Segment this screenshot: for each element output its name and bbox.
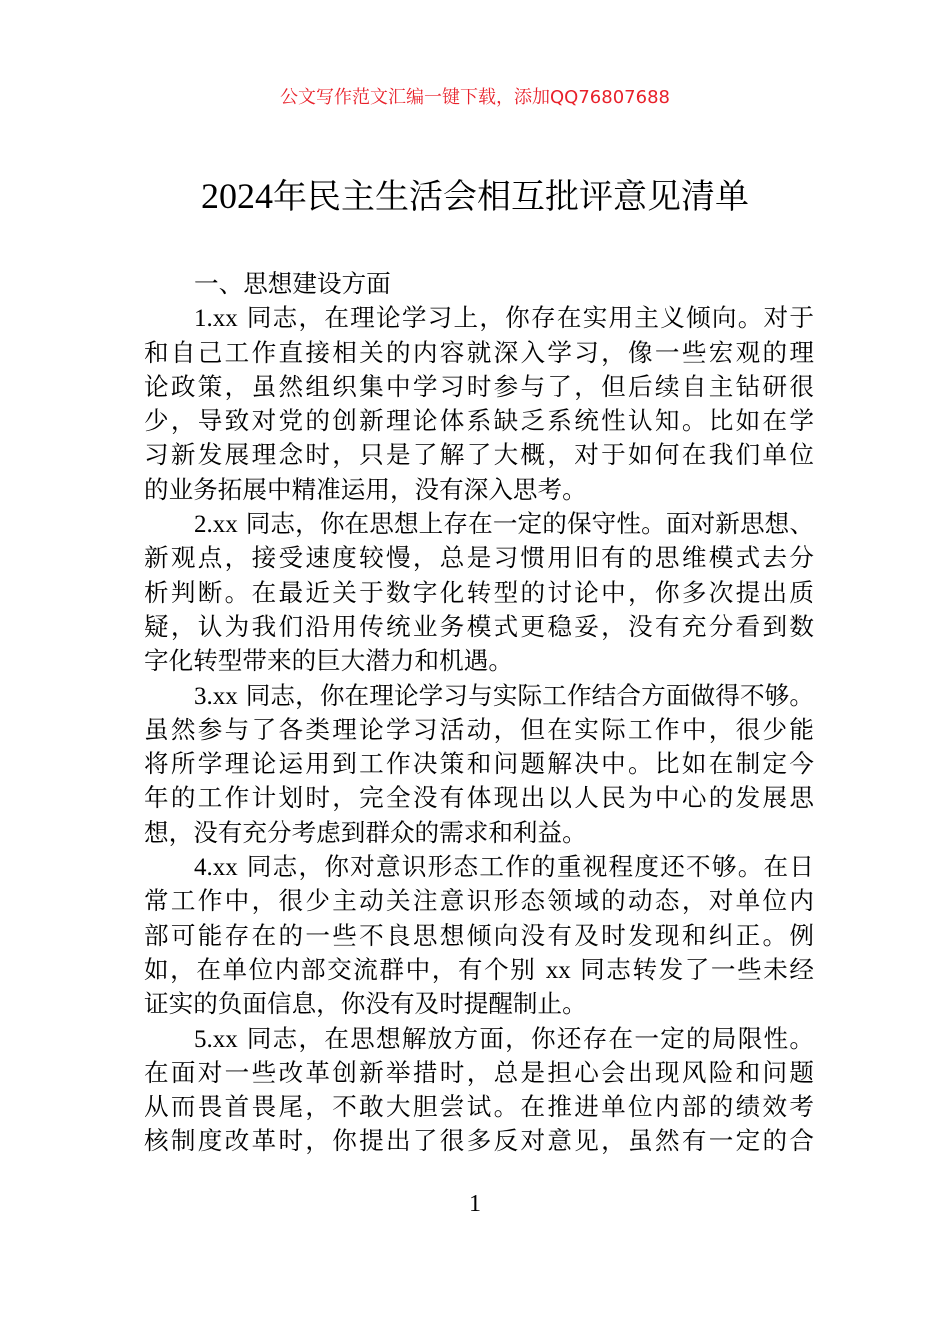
paragraph-4-line-3: 部可能存在的一些不良思想倾向没有及时发现和纠正。例: [144, 920, 814, 950]
section-heading: 一、思想建设方面: [194, 269, 391, 298]
paragraph-3-line-2: 虽然参与了各类理论学习活动，但在实际工作中，很少能: [144, 714, 814, 744]
paragraph-2-line-1: 2.xx 同志，你在思想上存在一定的保守性。面对新思想、: [194, 509, 814, 539]
paragraph-2-line-4: 疑，认为我们沿用传统业务模式更稳妥，没有充分看到数: [144, 611, 814, 641]
paragraph-1-line-2: 和自己工作直接相关的内容就深入学习，像一些宏观的理: [144, 337, 814, 367]
paragraph-4-line-5: 证实的负面信息，你没有及时提醒制止。: [144, 989, 587, 1019]
paragraph-5-line-1: 5.xx 同志，在思想解放方面，你还存在一定的局限性。: [194, 1023, 814, 1053]
paragraph-1-line-5: 习新发展理念时，只是了解了大概，对于如何在我们单位: [144, 440, 814, 470]
paragraph-4-line-2: 常工作中，很少主动关注意识形态领域的动态，对单位内: [144, 886, 814, 916]
paragraph-1-line-6: 的业务拓展中精准运用，没有深入思考。: [144, 474, 587, 504]
paragraph-4-line-4: 如，在单位内部交流群中，有个别 xx 同志转发了一些未经: [144, 954, 814, 984]
paragraph-3-line-1: 3.xx 同志，你在理论学习与实际工作结合方面做得不够。: [194, 680, 814, 710]
paragraph-2-number: 2.xx: [194, 511, 238, 539]
promo-banner: 公文写作范文汇编一键下载，添加QQ76807688: [280, 87, 670, 108]
title-year: 2024: [201, 176, 273, 216]
paragraph-2-line-2: 新观点，接受速度较慢，总是习惯用旧有的思维模式去分: [144, 543, 814, 573]
paragraph-1-line-4: 少，导致对党的创新理论体系缺乏系统性认知。比如在学: [144, 406, 814, 436]
page-number: 1: [469, 1191, 481, 1217]
paragraph-1-line-3: 论政策，虽然组织集中学习时参与了，但后续自主钻研很: [144, 371, 814, 401]
paragraph-3-line-3: 将所学理论运用到工作决策和问题解决中。比如在制定今: [144, 749, 814, 779]
title-text: 年民主生活会相互批评意见清单: [273, 177, 749, 217]
paragraph-1-number: 1.xx: [194, 305, 238, 333]
paragraph-2-line-3: 析判断。在最近关于数字化转型的讨论中，你多次提出质: [144, 577, 814, 607]
document-title: [0, 174, 950, 219]
paragraph-1-line-1: 1.xx 同志，在理论学习上，你存在实用主义倾向。对于: [194, 303, 814, 333]
paragraph-5-line-2: 在面对一些改革创新举措时，总是担心会出现风险和问题: [144, 1057, 814, 1087]
paragraph-3-line-5: 想，没有充分考虑到群众的需求和利益。: [144, 817, 587, 847]
paragraph-5-line-3: 从而畏首畏尾，不敢大胆尝试。在推进单位内部的绩效考: [144, 1092, 814, 1122]
paragraph-4-number: 4.xx: [194, 854, 238, 882]
paragraph-2-line-5: 字化转型带来的巨大潜力和机遇。: [144, 646, 513, 676]
paragraph-5-line-4: 核制度改革时，你提出了很多反对意见，虽然有一定的合: [144, 1126, 814, 1156]
document-body: [144, 267, 814, 1159]
paragraph-3-number: 3.xx: [194, 682, 238, 710]
paragraph-5-number: 5.xx: [194, 1025, 238, 1053]
paragraph-4-line-1: 4.xx 同志，你对意识形态工作的重视程度还不够。在日: [194, 852, 814, 882]
paragraph-3-line-4: 年的工作计划时，完全没有体现出以人民为中心的发展思: [144, 783, 814, 813]
